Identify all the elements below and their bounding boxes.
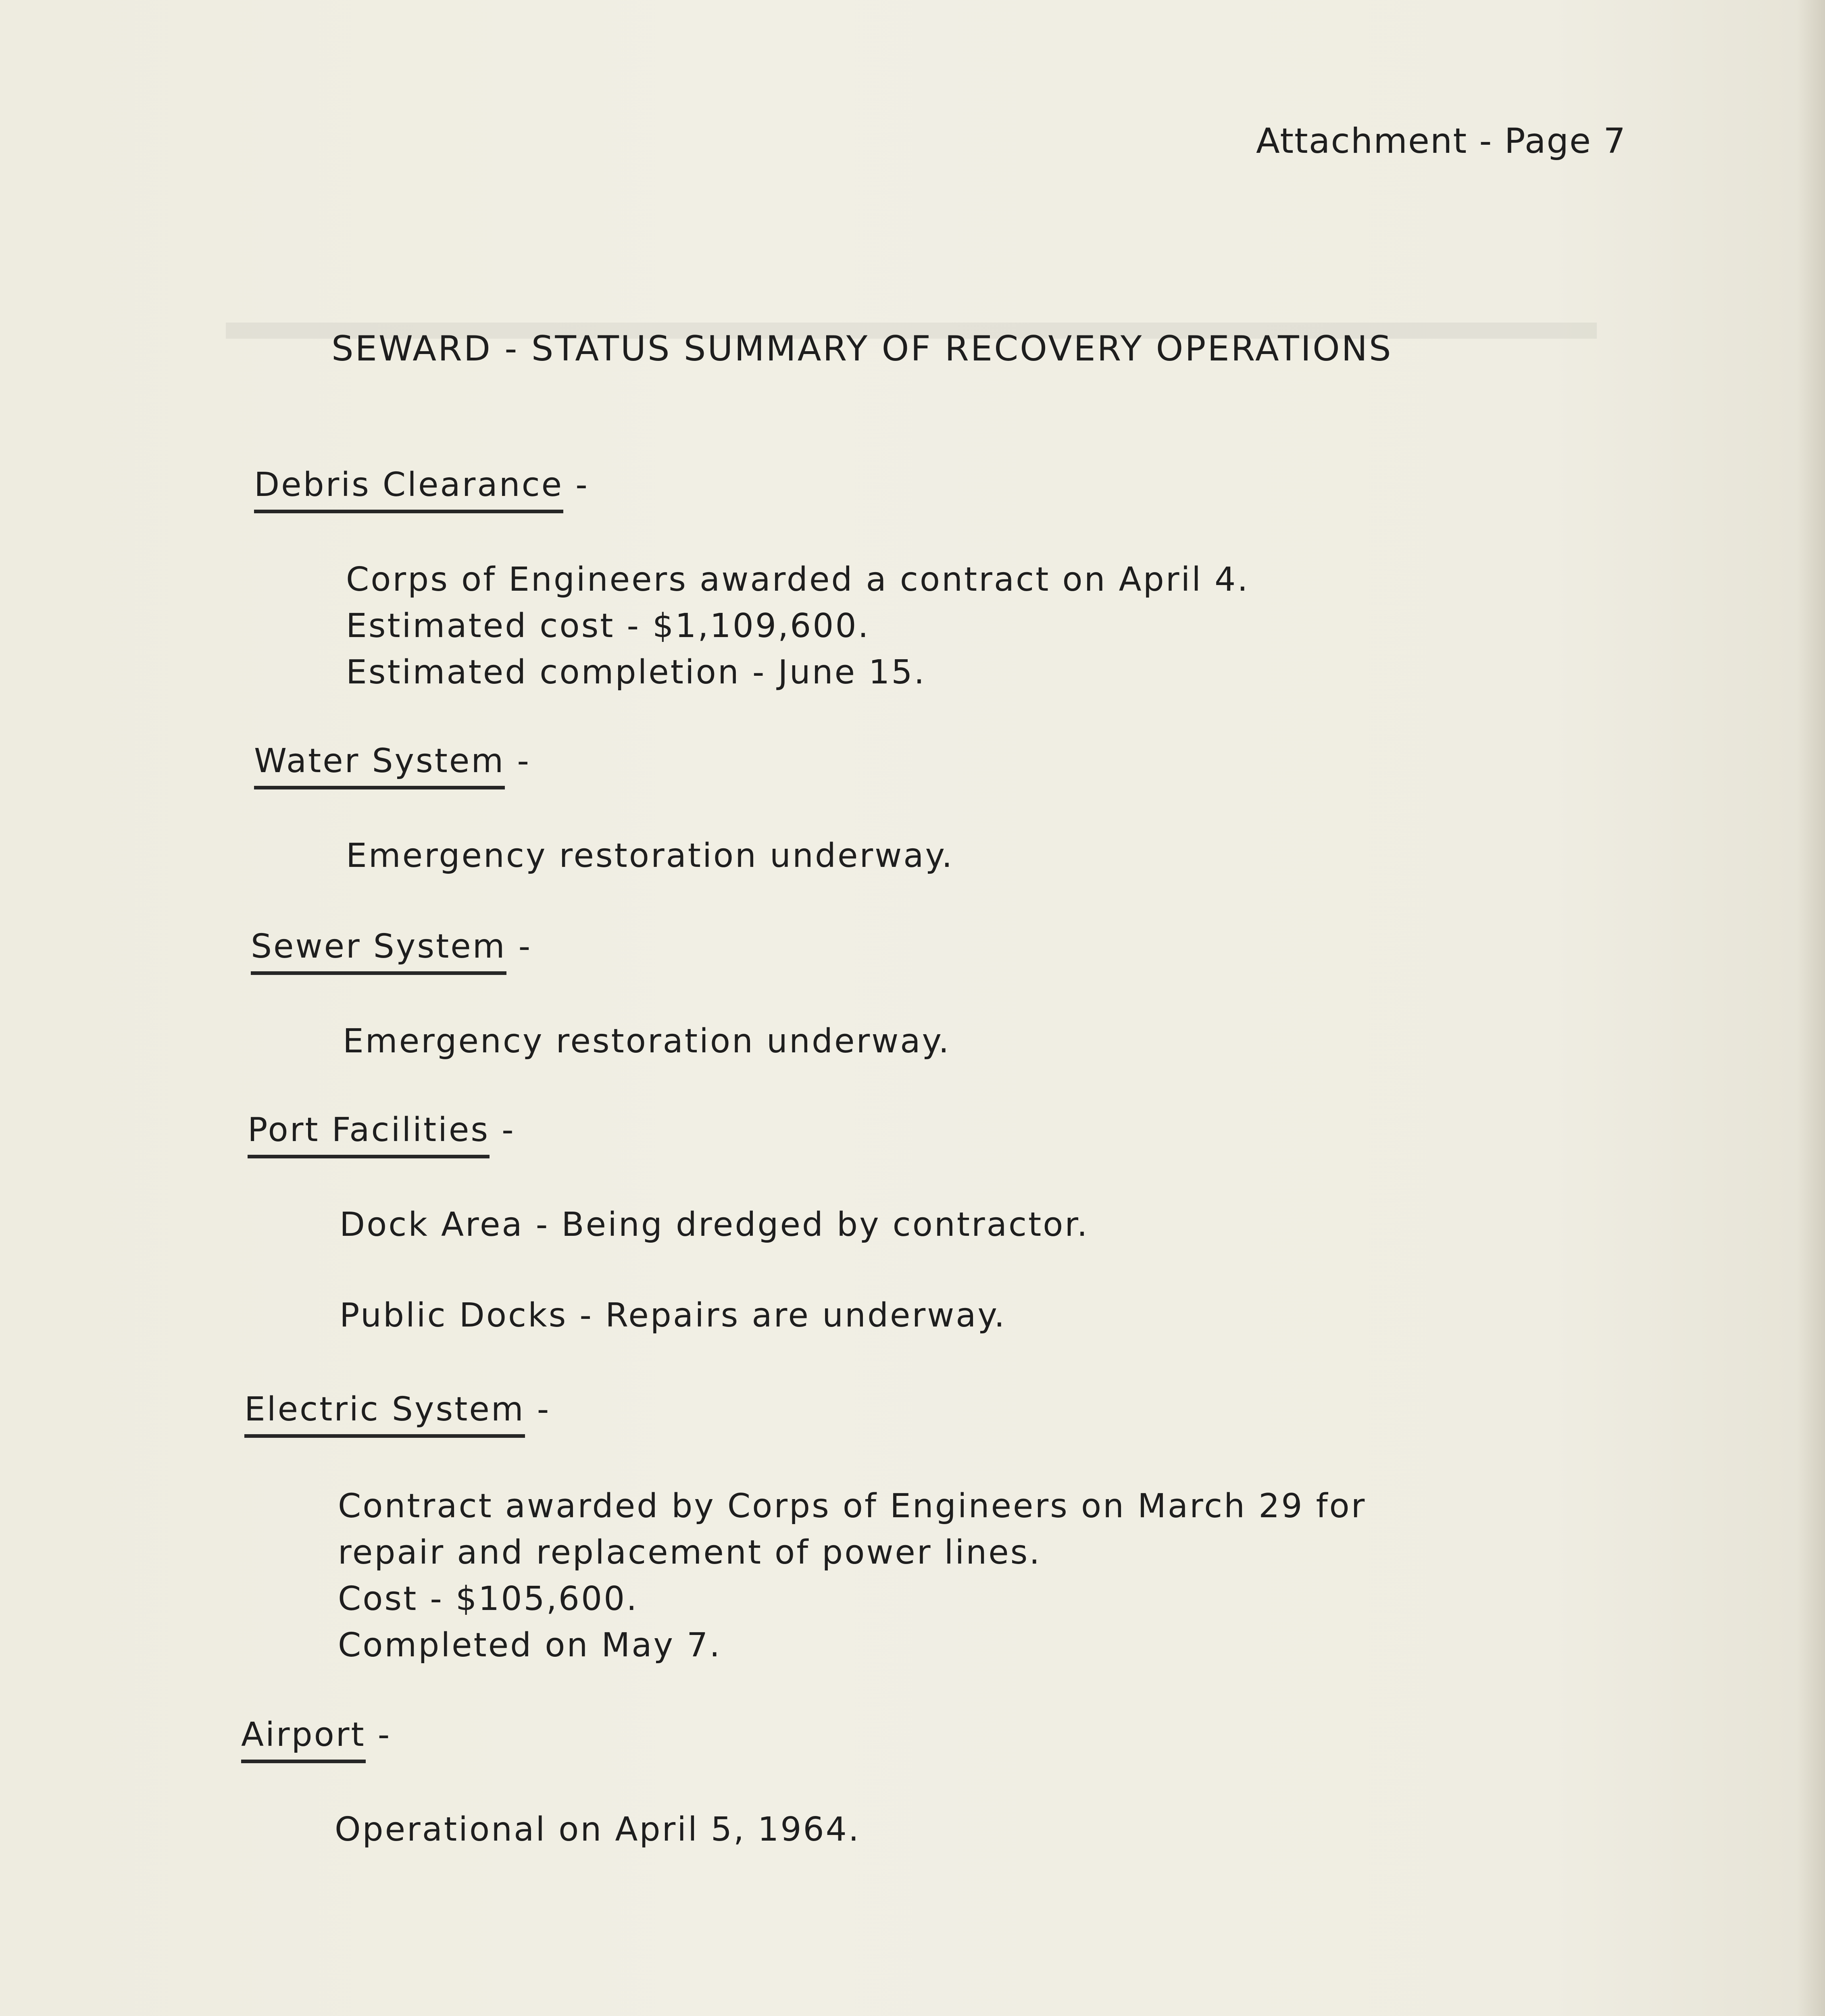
page-label: Attachment - Page 7 xyxy=(1256,121,1627,161)
document-title: SEWARD - STATUS SUMMARY OF RECOVERY OPERATIONS xyxy=(331,329,1393,369)
section-heading-suffix: - xyxy=(365,1716,392,1754)
section-heading-suffix: - xyxy=(563,466,589,504)
section-heading-text: Airport xyxy=(241,1716,366,1763)
section-heading-electric-system xyxy=(244,1390,550,1429)
section-heading-suffix: - xyxy=(506,927,532,966)
section-line: Public Docks - Repairs are underway. xyxy=(340,1296,1006,1335)
section-line: Emergency restoration underway. xyxy=(343,1022,951,1060)
section-heading-text: Water System xyxy=(254,742,505,789)
section-line: Estimated cost - $1,109,600. xyxy=(346,607,870,645)
section-line: Operational on April 5, 1964. xyxy=(335,1810,860,1849)
section-line: repair and replacement of power lines. xyxy=(338,1533,1042,1572)
section-heading-port-facilities xyxy=(248,1111,515,1149)
section-heading-airport xyxy=(241,1716,391,1754)
section-heading-suffix: - xyxy=(490,1111,515,1149)
section-line: Dock Area - Being dredged by contractor. xyxy=(340,1206,1089,1244)
section-heading-suffix: - xyxy=(525,1390,551,1429)
section-heading-text: Sewer System xyxy=(251,927,506,975)
section-line: Contract awarded by Corps of Engineers on March 29 for xyxy=(338,1487,1367,1525)
section-line: Emergency restoration underway. xyxy=(346,837,954,875)
section-heading-sewer-system xyxy=(251,927,532,966)
section-line: Corps of Engineers awarded a contract on April 4. xyxy=(346,560,1250,599)
section-heading-text: Electric System xyxy=(244,1390,525,1438)
section-line: Estimated completion - June 15. xyxy=(346,653,926,691)
section-heading-water-system xyxy=(254,742,531,780)
section-heading-debris-clearance xyxy=(254,466,589,504)
page-edge-shadow xyxy=(1797,0,1825,2016)
section-line: Cost - $105,600. xyxy=(338,1580,639,1618)
section-line: Completed on May 7. xyxy=(338,1626,722,1664)
section-heading-text: Port Facilities xyxy=(248,1111,490,1158)
section-heading-text: Debris Clearance xyxy=(254,466,563,513)
section-heading-suffix: - xyxy=(505,742,531,780)
